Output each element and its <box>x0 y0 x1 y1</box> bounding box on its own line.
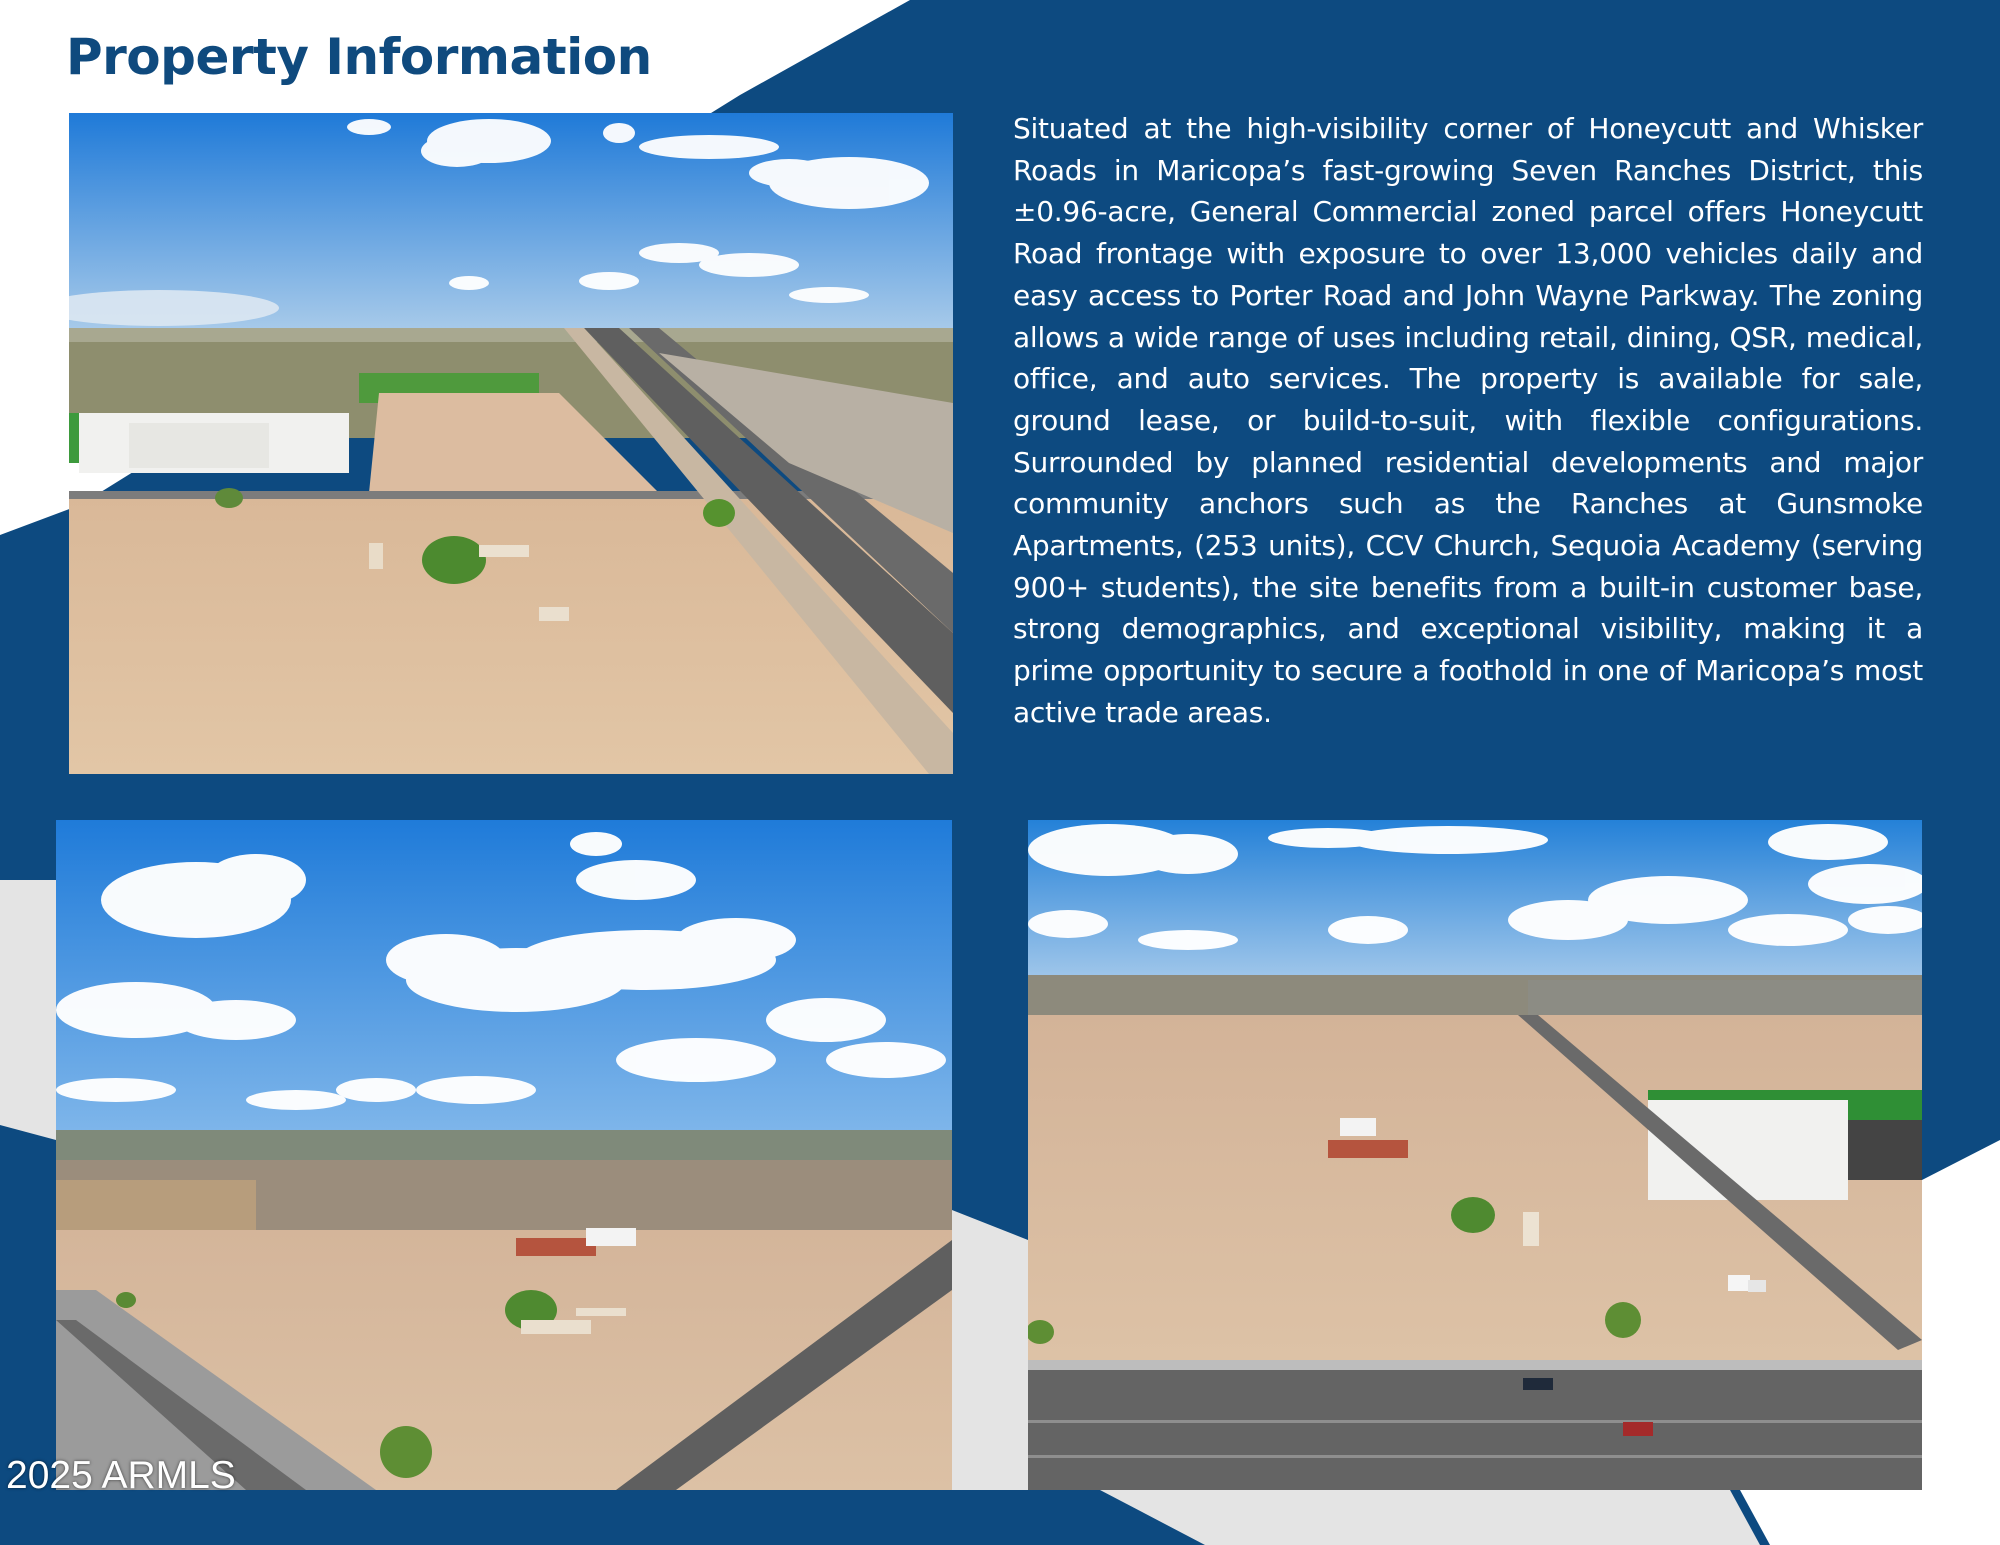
aerial-photo-main <box>69 113 953 774</box>
aerial-photo-bottom-right <box>1028 820 1922 1490</box>
copyright-watermark: 2025 ARMLS <box>6 1454 236 1497</box>
gray-accent-stripe-left <box>0 880 56 1140</box>
gray-accent-stripe-middle <box>952 1210 1028 1490</box>
white-corner-triangle <box>1922 1140 2000 1545</box>
aerial-photo-bottom-left <box>56 820 952 1490</box>
white-corner-bottom <box>1740 1490 2000 1545</box>
page-title: Property Information <box>66 28 652 86</box>
gray-accent-stripe-bottom <box>1100 1490 1760 1545</box>
property-description: Situated at the high-visibility corner of Honeycutt and Whisker Roads in Maricopa’s fast-growing Seven Ranches District, this ±0.96-acre, General Commercial zoned parcel offers Honeycutt Road frontage with exposure to over 13,000 vehicles daily and easy access to Porter Road and John Wayne Parkway. The zoning allows a wide range of uses including retail, dining, QSR, medical, office, and auto services. The property is available for sale, ground lease, or build-to-suit, with flexible configurations. Surrounded by planned residential developments and major community anchors such as the Ranches at Gunsmoke Apartments, (253 units), CCV Church, Sequoia Academy (serving 900+ students), the site benefits from a built-in customer base, strong demographics, and exceptional visibility, making it a prime opportunity to secure a foothold in one of Maricopa’s most active trade areas. <box>1013 112 1923 729</box>
